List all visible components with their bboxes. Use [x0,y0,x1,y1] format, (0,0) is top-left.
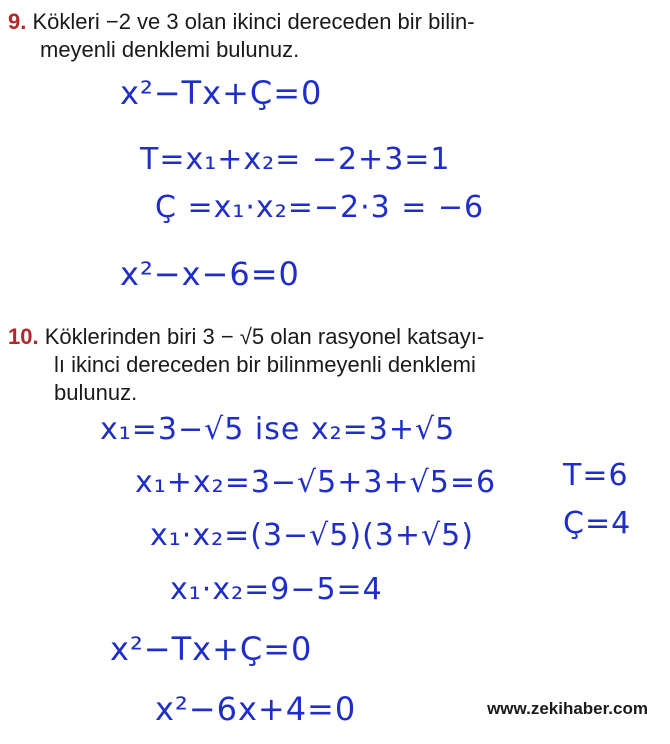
solution-line: x²−x−6=0 [120,255,300,293]
side-note: Ç=4 [563,506,632,541]
solution-line: T=x₁+x₂= −2+3=1 [140,142,451,177]
solution-line: Ç =x₁·x₂=−2·3 = −6 [155,190,485,225]
problem-9-text-line2: meyenli denklemi bulunuz. [40,37,300,62]
problem-9-text-line1: Kökleri −2 ve 3 olan ikinci dereceden bir bilin- [32,9,475,34]
solution-line: x₁·x₂=(3−√5)(3+√5) [150,518,474,553]
solution-line: x₁+x₂=3−√5+3+√5=6 [135,465,497,500]
problem-10-number: 10. [8,324,39,349]
solution-line: x₁·x₂=9−5=4 [170,572,383,607]
problem-10-text-line2: lı ikinci dereceden bir bilinmeyenli denklemi [54,352,476,377]
problem-9-number: 9. [8,9,27,34]
solution-line: x₁=3−√5 ise x₂=3+√5 [100,412,456,447]
website-watermark: www.zekihaber.com [487,699,648,718]
solution-line: x²−Tx+Ç=0 [110,630,313,668]
solution-line: x²−Tx+Ç=0 [120,74,323,112]
side-note: T=6 [563,458,629,493]
problem-10-text-line3: bulunuz. [54,380,138,405]
problem-10-text-line1: Köklerinden biri 3 − √5 olan rasyonel katsayı- [44,324,485,349]
solution-line: x²−6x+4=0 [155,690,357,728]
